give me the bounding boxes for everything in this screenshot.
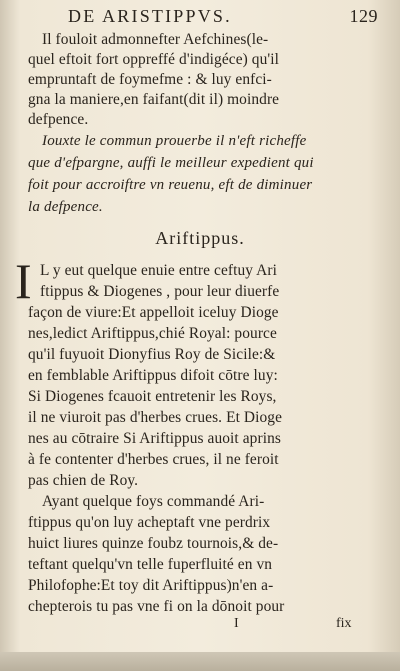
text-line: empruntaft de foymefme : & luy enfci- — [28, 71, 272, 88]
text-line: pas chien de Roy. — [28, 472, 139, 489]
section-heading: Ariftippus. — [155, 228, 245, 248]
signature-mark: I — [234, 616, 239, 631]
page-footer — [0, 616, 400, 636]
running-head-title: DE ARISTIPPVS. — [68, 6, 232, 26]
text-line: il ne viuroit pas d'herbes crues. Et Dioge — [28, 409, 283, 426]
text-line: L y eut quelque enuie entre ceftuy Ari — [40, 262, 277, 279]
text-line: Ayant quelque foys commandé Ari- — [42, 493, 265, 510]
text-line: ftippus qu'on luy acheptaft vne perdrix — [28, 514, 271, 531]
text-line: en femblable Ariftippus difoit cōtre luy: — [28, 367, 278, 384]
text-line: quel eftoit fort oppreffé d'indigéce) qu'il — [28, 51, 280, 68]
page-number: 129 — [349, 6, 378, 26]
text-line: defpence. — [28, 111, 89, 128]
gloss-line: la defpence. — [28, 199, 103, 215]
drop-cap: I — [15, 253, 32, 309]
text-line: Si Diogenes fcauoit entretenir les Roys, — [28, 388, 277, 405]
text-line: gna la maniere,en faifant(dit il) moindre — [28, 91, 280, 108]
gloss-line: que d'efpargne, auffi le meilleur expedient qui — [28, 155, 314, 171]
text-line: façon de viure:Et appelloit iceluy Dioge — [28, 304, 279, 321]
catchword: fix — [336, 616, 352, 631]
text-line: à fe contenter d'herbes crues, il ne feroit — [28, 451, 279, 468]
text-line: teftant quelqu'vn telle fuperfluité en vn — [28, 556, 273, 573]
text-line: nes au cōtraire Si Ariftippus auoit aprins — [28, 430, 281, 447]
text-line: chepterois tu pas vne fi on la dōnoit pour — [28, 598, 285, 615]
text-line: huict liures quinze foubz tournois,& de- — [28, 535, 279, 552]
text-line: qu'il fuyuoit Dionyfius Roy de Sicile:& — [28, 346, 276, 363]
text-line: nes,ledict Ariftippus,chié Royal: pource — [28, 325, 277, 342]
gloss-line: foit pour accroiftre vn reuenu, eft de diminuer — [28, 177, 313, 193]
text-line: ftippus & Diogenes , pour leur diuerfe — [40, 283, 280, 300]
text-line: Philofophe:Et toy dit Ariftippus)n'en a- — [28, 577, 274, 594]
page-edge — [0, 652, 400, 671]
running-head — [68, 6, 378, 26]
text-line: Il fouloit admonnefter Aefchines(le- — [42, 31, 269, 48]
gloss-line: Iouxte le commun prouerbe il n'eft richeffe — [42, 133, 307, 149]
